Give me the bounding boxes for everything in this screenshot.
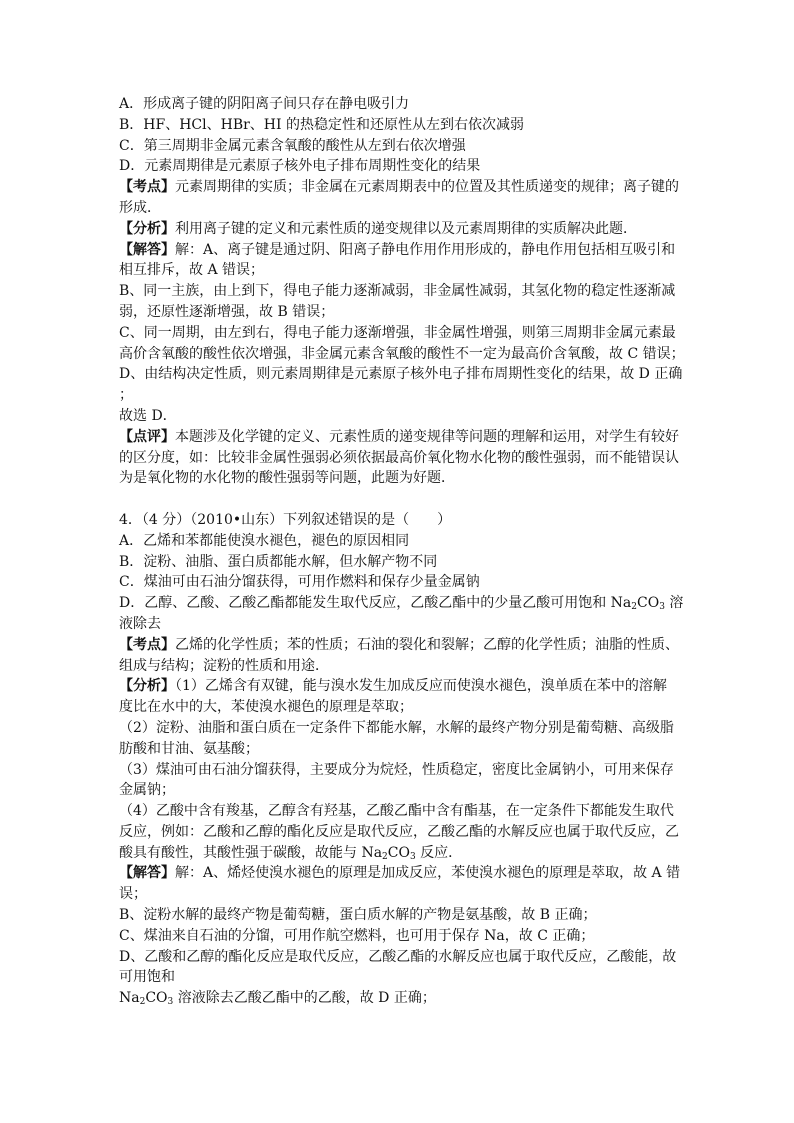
kaodian-tag: 【考点】 bbox=[119, 636, 175, 653]
q4-fenxi-line-4: 肪酸和甘油、氨基酸； bbox=[119, 740, 259, 757]
q4-fenxi-line-6: 金属钠； bbox=[119, 782, 175, 799]
q3-jieda-line-2: 相互排斥，故 A 错误； bbox=[119, 262, 265, 279]
q4-fenxi-line-5: （3）煤油可由石油分馏获得，主要成分为烷烃，性质稳定，密度比金属钠小，可用来保存 bbox=[119, 761, 674, 778]
q4-jieda-line bbox=[119, 863, 679, 884]
q4-fenxi-line-2: 度比在水中的大，苯使溴水褪色的原理是萃取； bbox=[119, 699, 413, 716]
q4-fenxi-line-8: 反应，例如：乙酸和乙醇的酯化反应是取代反应，乙酸乙酯的水解反应也属于取代反应，乙 bbox=[119, 823, 679, 840]
kaodian-tag: 【考点】 bbox=[119, 179, 175, 196]
q4-jieda-line-7 bbox=[119, 988, 679, 1009]
q4-fenxi-text: （1）乙烯含有双键，能与溴水发生加成反应而使溴水褪色，溴单质在苯中的溶解 bbox=[175, 678, 667, 695]
q3-option-d: D．元素周期律是元素原子核外电子排布周期性变化的结果 bbox=[119, 158, 481, 175]
q3-kaodian-line bbox=[119, 177, 679, 198]
q3-jieda-line-6: 高价含氧酸的酸性依次增强，非金属元素含氧酸的酸性不一定为最高价含氧酸，故 C 错误； bbox=[119, 345, 685, 362]
fenxi-tag: 【分析】 bbox=[119, 678, 175, 695]
q4-jieda-line-5: D、乙酸和乙醇的酯化反应是取代反应，乙酸乙酯的水解反应也属于取代反应，乙酸能，故 bbox=[119, 948, 677, 965]
q4-fenxi-tail: 反应． bbox=[415, 844, 463, 861]
q3-option-b: B．HF、HCl、HBr、HI 的热稳定性和还原性从左到右依次减弱 bbox=[119, 116, 524, 133]
jieda-tag: 【解答】 bbox=[119, 865, 175, 882]
q4-option-d-line-2: 液除去 bbox=[119, 615, 161, 632]
q3-kaodian-text: 元素周期律的实质；非金属在元素周期表中的位置及其性质递变的规律；离子键的 bbox=[175, 179, 679, 196]
q4-jieda-text: 解：A、烯烃使溴水褪色的原理是加成反应，苯使溴水褪色的原理是萃取，故 A 错 bbox=[175, 865, 681, 882]
q3-jieda-line bbox=[119, 240, 679, 261]
q4-fenxi-line-3: （2）淀粉、油脂和蛋白质在一定条件下都能水解，水解的最终产物分别是葡萄糖、高级脂 bbox=[119, 719, 674, 736]
q4-jieda-line-4: C、煤油来自石油的分馏，可用作航空燃料，也可用于保存 Na，故 C 正确； bbox=[119, 927, 595, 944]
q3-jieda-line-7: D、由结构决定性质，则元素周期律是元素原子核外电子排布周期性变化的结果，故 D 正确 bbox=[119, 366, 683, 383]
document-page bbox=[119, 94, 685, 1009]
q4-option-d-text: D．乙醇、乙酸、乙酸乙酯都能发生取代反应，乙酸乙酯中的少量乙酸可用饱和 Na bbox=[119, 595, 632, 612]
q4-option-a: A．乙烯和苯都能使溴水褪色，褪色的原因相同 bbox=[119, 532, 410, 549]
q3-dianping-line-2: 的区分度，如：比较非金属性强弱必须依据最高价氧化物水化物的酸性强弱，而不能错误认 bbox=[119, 449, 679, 466]
formula-part: CO bbox=[145, 990, 168, 1007]
q3-dianping-line-3: 为是氧化物的水化物的酸性强弱等问题，此题为好题． bbox=[119, 470, 455, 487]
q3-jieda-line-5: C、同一周期，由左到右，得电子能力逐渐增强，非金属性增强，则第三周期非金属元素最 bbox=[119, 324, 676, 341]
q4-jieda-line-2: 误； bbox=[119, 886, 147, 903]
q3-kaodian-line-2: 形成． bbox=[119, 199, 161, 216]
section-spacer bbox=[119, 489, 679, 510]
q3-jieda-line-4: 弱，还原性逐渐增强，故 B 错误； bbox=[119, 303, 335, 320]
q4-option-b: B．淀粉、油脂、蛋白质都能水解，但水解产物不同 bbox=[119, 553, 438, 570]
q3-dianping-text: 本题涉及化学键的定义、元素性质的递变规律等问题的理解和运用，对学生有较好 bbox=[175, 428, 679, 445]
q4-fenxi-text: 酸具有酸性，其酸性强于碳酸，故能与 Na bbox=[119, 844, 383, 861]
subscript: 3 bbox=[659, 602, 665, 613]
q4-fenxi-line-7: （4）乙酸中含有羧基，乙醇含有羟基，乙酸乙酯中含有酯基，在一定条件下都能发生取代 bbox=[119, 803, 674, 820]
q3-answer: 故选 D． bbox=[119, 407, 177, 424]
q3-jieda-line-8: ； bbox=[119, 387, 133, 404]
subscript: 2 bbox=[631, 602, 638, 613]
fenxi-tag: 【分析】 bbox=[119, 220, 175, 237]
formula-part: Na bbox=[119, 990, 140, 1007]
formula-part: CO bbox=[387, 844, 410, 861]
q4-kaodian-line-2: 组成与结构；淀粉的性质和用途． bbox=[119, 657, 329, 674]
q4-fenxi-line bbox=[119, 676, 679, 697]
q3-jieda-line-3: B、同一主族，由上到下，得电子能力逐渐减弱，非金属性减弱，其氢化物的稳定性逐渐减 bbox=[119, 283, 676, 300]
q4-fenxi-line-9 bbox=[119, 843, 679, 864]
q3-fenxi-text: 利用离子键的定义和元素性质的递变规律以及元素周期律的实质解决此题． bbox=[175, 220, 637, 237]
q3-option-c: C．第三周期非金属元素含氧酸的酸性从左到右依次增强 bbox=[119, 137, 466, 154]
q4-option-d-tail: 溶 bbox=[664, 595, 684, 612]
q3-jieda-text: 解：A、离子键是通过阴、阳离子静电作用作用形成的，静电作用包括相互吸引和 bbox=[175, 241, 676, 258]
subscript: 3 bbox=[167, 997, 174, 1008]
q4-stem: 4．（4 分）（2010•山东）下列叙述错误的是（ ） bbox=[119, 511, 452, 528]
q3-dianping-line bbox=[119, 427, 679, 448]
q4-kaodian-text: 乙烯的化学性质；苯的性质；石油的裂化和裂解；乙醇的化学性质；油脂的性质、 bbox=[175, 636, 679, 653]
q4-option-d bbox=[119, 593, 684, 614]
q4-jieda-line-3: B、淀粉水解的最终产物是葡萄糖，蛋白质水解的产物是氨基酸，故 B 正确； bbox=[119, 907, 597, 924]
q3-option-a: A．形成离子键的阴阳离子间只存在静电吸引力 bbox=[119, 96, 410, 112]
dianping-tag: 【点评】 bbox=[119, 428, 175, 445]
subscript: 2 bbox=[382, 851, 388, 862]
q3-fenxi-line bbox=[119, 219, 679, 240]
subscript: 2 bbox=[139, 997, 146, 1008]
jieda-tag: 【解答】 bbox=[119, 241, 175, 258]
q4-option-c: C．煤油可由石油分馏获得，可用作燃料和保存少量金属钠 bbox=[119, 574, 480, 591]
subscript: 3 bbox=[409, 851, 416, 862]
formula-part: CO bbox=[637, 595, 660, 612]
q4-jieda-tail: 溶液除去乙酸乙酯中的乙酸，故 D 正确； bbox=[173, 990, 436, 1007]
q4-kaodian-line bbox=[119, 635, 679, 656]
q4-jieda-line-6: 可用饱和 bbox=[119, 969, 175, 986]
